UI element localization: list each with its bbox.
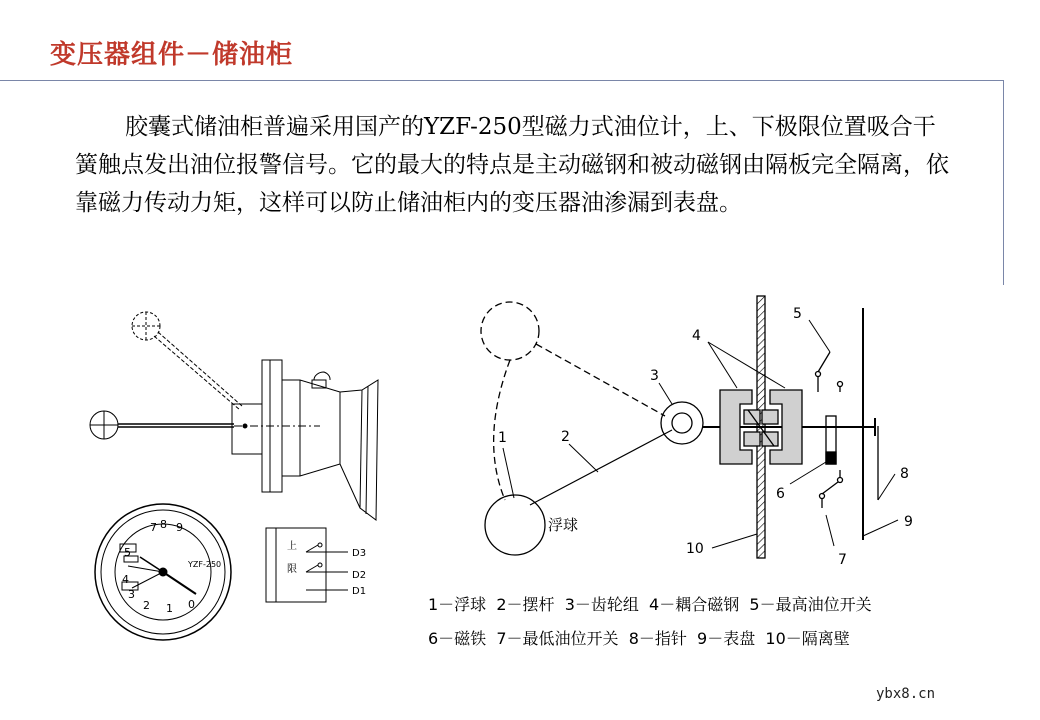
callout-4: 4	[692, 328, 701, 344]
dial-number: 3	[128, 588, 135, 601]
callout-9: 9	[904, 514, 913, 530]
description-paragraph: 胶囊式储油柜普遍采用国产的YZF-250型磁力式油位计，上、下极限位置吸合干簧触点发出油位报警信号。它的最大的特点是主动磁钢和被动磁钢由隔板完全隔离，依靠磁力传动力矩，这样可以防止储油柜内的变压器油渗漏到表盘。	[75, 114, 949, 216]
dial-number: 8	[160, 518, 167, 531]
dial-number: 2	[143, 599, 150, 612]
terminal-label: D2	[352, 570, 367, 581]
callout-6: 6	[776, 486, 785, 502]
legend-row-2: 6－磁铁 7－最低油位开关 8－指针 9－表盘 10－隔离壁	[428, 629, 850, 648]
mechanism-callouts	[498, 306, 913, 568]
gauge-side-view	[90, 312, 378, 520]
switch-wiring-diagram	[266, 528, 348, 602]
switch-labels	[287, 539, 366, 597]
dial-number: 1	[166, 602, 173, 615]
watermark: ybx8.cn	[876, 686, 936, 702]
dial-scale-numbers	[122, 518, 221, 615]
dial-number: 9	[176, 521, 183, 534]
callout-1: 1	[498, 430, 507, 446]
float-label: 浮球	[548, 516, 579, 534]
switch-label-upper: 上	[287, 541, 297, 552]
callout-8: 8	[900, 466, 909, 482]
dial-number: 4	[122, 573, 129, 586]
legend	[428, 595, 872, 648]
mechanism-diagram	[481, 296, 898, 558]
callout-10: 10	[686, 541, 704, 557]
slide-title: 变压器组件－储油柜	[50, 40, 294, 70]
dial-number: 5	[124, 546, 131, 559]
dial-number: 7	[150, 521, 157, 534]
legend-row-1: 1－浮球 2－摆杆 3－齿轮组 4－耦合磁钢 5－最高油位开关	[428, 595, 872, 614]
dial-number: 0	[188, 598, 195, 611]
callout-2: 2	[561, 429, 570, 445]
callout-5: 5	[793, 306, 802, 322]
switch-label-lower: 限	[287, 564, 297, 575]
dial-model-label: YZF-250	[188, 560, 222, 569]
terminal-label: D1	[352, 586, 367, 597]
callout-7: 7	[838, 552, 847, 568]
callout-3: 3	[650, 368, 659, 384]
terminal-label: D3	[352, 548, 367, 559]
